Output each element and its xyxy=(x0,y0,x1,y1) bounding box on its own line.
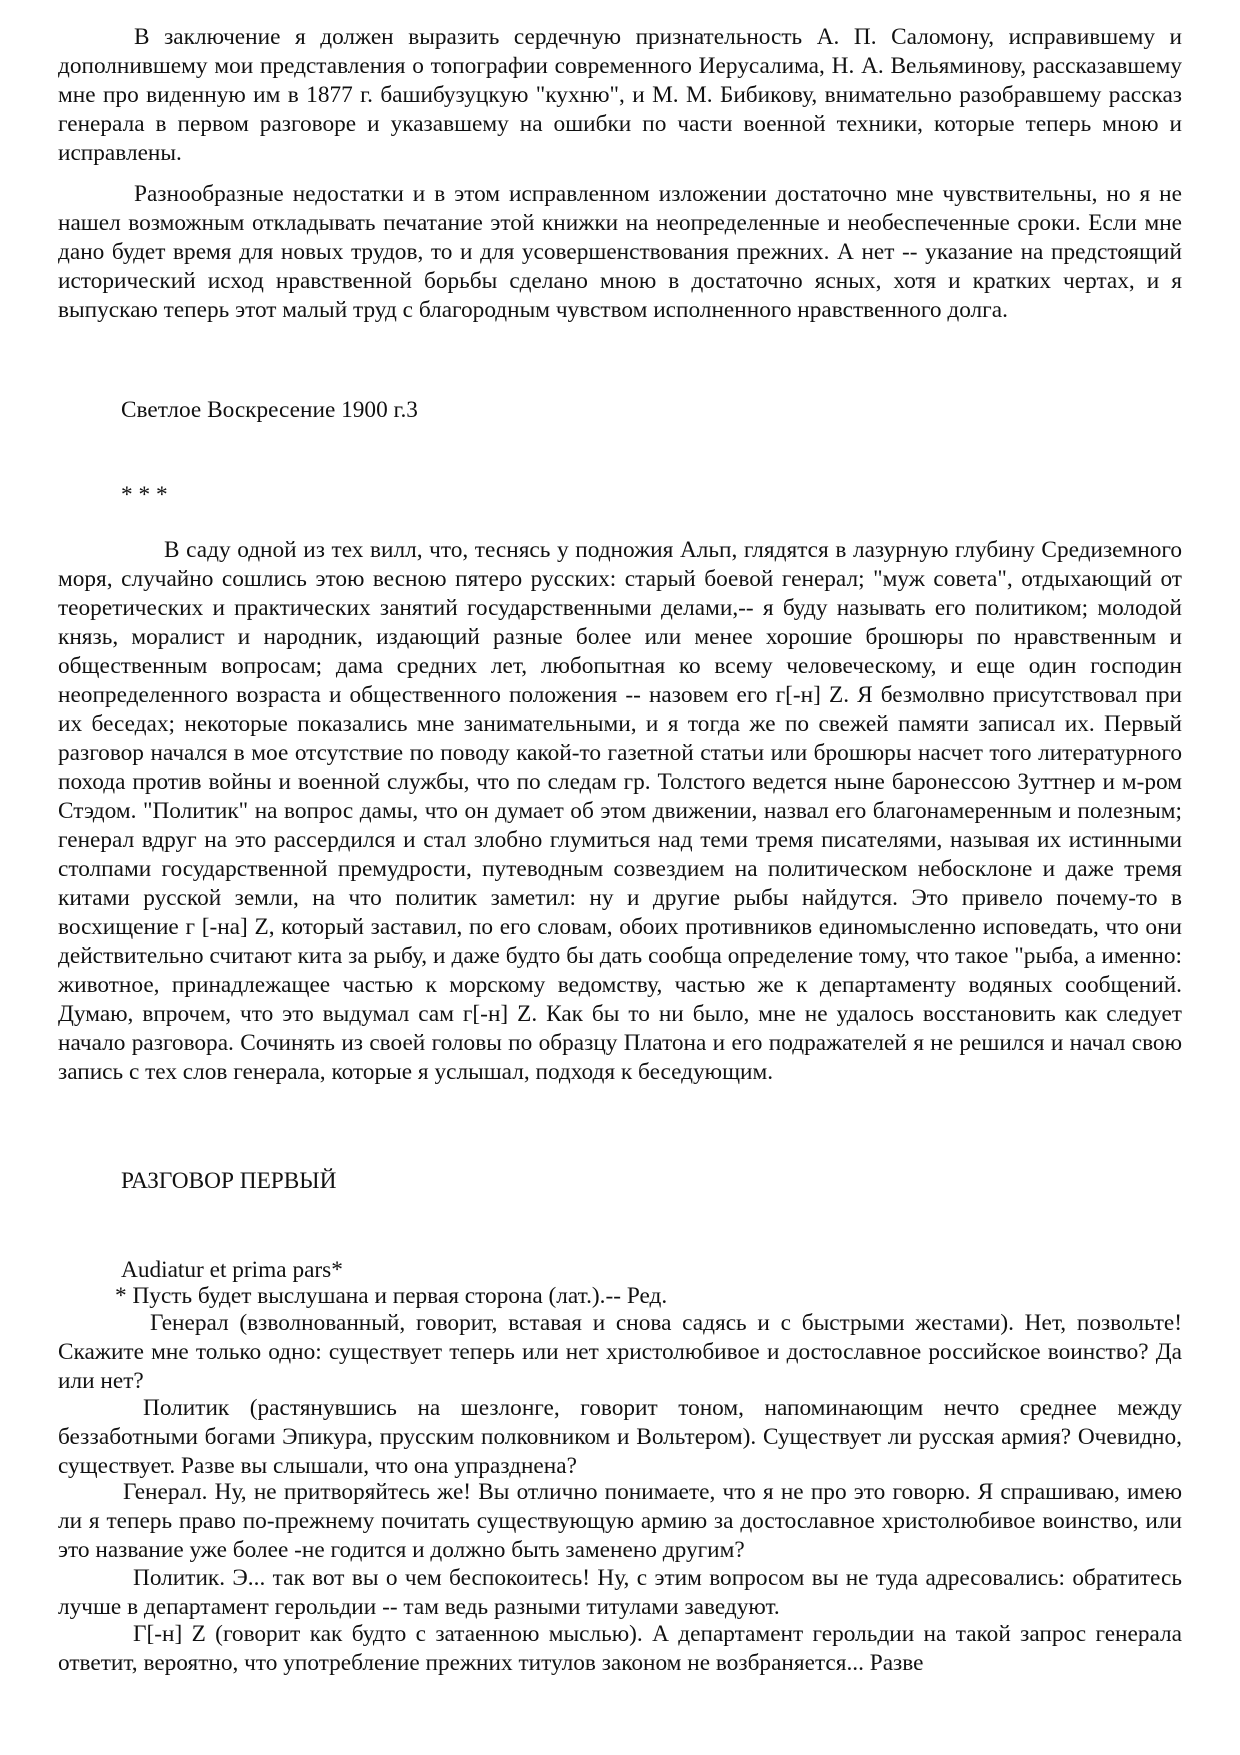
chapter-heading: РАЗГОВОР ПЕРВЫЙ xyxy=(121,1168,337,1194)
dialogue-politician-2: Политик. Э... так вот вы о чем беспокоитесь! Ну, с этим вопросом вы не туда адресовались: обратитесь лучше в департамент герольдии -- там ведь разными титулами заведуют. xyxy=(58,1565,1182,1620)
footnote: * Пусть будет выслушана и первая сторона (лат.).-- Ред. xyxy=(115,1283,668,1309)
intro-paragraph-shortcomings: Разнообразные недостатки и в этом исправленном изложении достаточно мне чувствительны, но я не нашел возможным откладывать печатание этой книжки на неопределенные и необеспеченные сроки. Если мне дано будет время для новых трудов, то и для усовершенствования прежних. А нет -- указание на предстоящий исторический исход нравственной борьбы сделано мною в достаточно ясных, хотя и кратких чертах, и я выпускаю теперь этот малый труд с благородным чувством исполненного нравственного долга. xyxy=(58,181,1182,323)
intro-paragraph-acknowledgement: В заключение я должен выразить сердечную признательность А. П. Саломону, исправившему и дополнившему мои представления о топографии современного Иерусалима, Н. А. Вельяминову, рассказавшему мне про виденную им в 1877 г. башибузуцкую "кухню", и М. М. Бибикову, внимательно разобравшему рассказ генерала в первом разговоре и указавшему на ошибки по части военной техники, которые теперь мною и исправлены. xyxy=(58,24,1182,166)
date-line: Светлое Воскресение 1900 г.3 xyxy=(121,397,418,423)
dialogue-z-1: Г[-н] Z (говорит как будто с затаенною мыслью). А департамент герольдии на такой запрос генерала ответит, вероятно, что употребление прежних титулов законом не возбраняется... Разве xyxy=(58,1621,1182,1676)
epigraph: Audiatur et prima pars* xyxy=(121,1257,343,1283)
narrative-paragraph-villa: В саду одной из тех вилл, что, теснясь у подножия Альп, глядятся в лазурную глубину Средиземного моря, случайно сошлись этою весною пятеро русских: старый боевой генерал; "муж совета", отдыхающий от теоретических и практических занятий государственными делами,-- я буду называть его политиком; молодой князь, моралист и народник, издающий разные более или менее хорошие брошюры по нравственным и общественным вопросам; дама средних лет, любопытная ко всему человеческому, и еще один господин неопределенного возраста и общественного положения -- назовем его г[-н] Z. Я безмолвно присутствовал при их беседах; некоторые показались мне занимательными, и я тогда же по свежей памяти записал их. Первый разговор начался в мое отсутствие по поводу какой-то газетной статьи или брошюры насчет того литературного похода против войны и военной службы, что по следам гр. Толстого ведется ныне баронессою Зуттнер и м-ром Стэдом. "Политик" на вопрос дамы, что он думает об этом движении, назвал его благонамеренным и полезным; генерал вдруг на это рассердился и стал злобно глумиться над теми тремя писателями, называя их истинными столпами государственной премудрости, путеводным созвездием на политическом небосклоне и даже тремя китами русской земли, на что политик заметил: ну и другие рыбы найдутся. Это привело почему-то в восхищение г [-на] Z, который заставил, по его словам, обоих противников единомысленно исповедать, что они действительно считают кита за рыбу, и даже будто бы дать сообща определение тому, что такое "рыба, а именно: животное, принадлежащее частью к морскому ведомству, частью же к департаменту водяных сообщений. Думаю, впрочем, что это выдумал сам г[-н] Z. Как бы то ни было, мне не удалось восстановить как следует начало разговора. Сочинять из своей головы по образцу Платона и его подражателей я не решился и начал свою запись с тех слов генерала, которые я услышал, подходя к беседующим. xyxy=(58,537,1182,1085)
dialogue-general-2: Генерал. Ну, не притворяйтесь же! Вы отлично понимаете, что я не про это говорю. Я спрашиваю, имею ли я теперь право по-прежнему почитать существующую армию за достославное христолюбивое воинство, или это название уже более -не годится и должно быть заменено другим? xyxy=(58,1479,1182,1563)
section-separator: * * * xyxy=(121,482,168,508)
dialogue-politician-1: Политик (растянувшись на шезлонге, говорит тоном, напоминающим нечто среднее между беззаботными богами Эпикура, прусским полковником и Вольтером). Существует ли русская армия? Очевидно, существует. Разве вы слышали, что она упразднена? xyxy=(58,1395,1182,1479)
dialogue-general-1: Генерал (взволнованный, говорит, вставая и снова садясь и с быстрыми жестами). Нет, позвольте! Скажите мне только одно: существует теперь или нет христолюбивое и достославное российское воинство? Да или нет? xyxy=(58,1310,1182,1394)
